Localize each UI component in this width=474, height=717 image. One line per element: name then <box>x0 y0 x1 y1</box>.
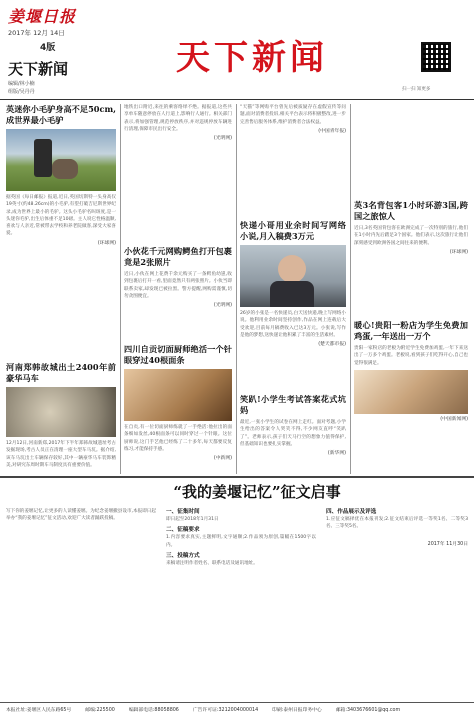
excavation-photo <box>6 387 116 437</box>
headline: 小伙花千元网购鳄鱼打开包裹竟是2张照片 <box>124 246 232 267</box>
article-body: 12月12日,河南新郑,2017年下半年郑韩故城遗址考古发掘现场,考古人员正在清理一座大型车马坑。据介绍,该车马坑出土车辆保存较好,其中一辆豪华马车装饰精美,对研究东周时期车马制度具有重要价值。 <box>6 441 116 468</box>
issue-date: 2017年 12月 14日 <box>8 29 65 37</box>
article-body: 贵阳一家粉店的老板为附近学生免费加鸡蛋,一年下来送出了一万多个鸡蛋。老板说,看到孩子们吃得开心,自己也觉得很满足。 <box>354 346 468 366</box>
footer-email: 邮箱:3403676601@qq.com <box>335 708 401 713</box>
noodle-shop-photo <box>354 370 468 414</box>
article-body: 地铁出口附近,来往的乘客络绎不绝。据报道,这些共享单车随意停放在人行道上,影响行人通行。相关部门表示,将加强管理,规范停放秩序,并对违规停放车辆进行清理,保障市民出行安全。 <box>124 105 232 132</box>
notice-column <box>326 508 468 567</box>
section-heading: 三、投稿方式 <box>166 552 200 559</box>
article-body: 在自贡,有一位切面厨师练就了一手绝活:他拉出的面条细如发丝,40根面条可以同时穿过一个针眼。这位厨师说,这门手艺他已经练了二十多年,每天都要反复练习,才能保持手感。 <box>124 425 232 452</box>
section-body: 1.应征文稿择优在本报刊发;2.征文结束后评选一等奖1名、二等奖3名、三等奖5名。 <box>326 517 468 530</box>
notice-date: 2017年 11月30日 <box>427 541 468 547</box>
article-guiyang <box>354 320 468 474</box>
layout-credit: 组版/吴丹丹 <box>8 89 35 95</box>
noodle-photo <box>124 369 232 421</box>
article-middle-top <box>124 104 232 200</box>
headline: 英3名背包客1小时环游3国,跨国之旅惊人 <box>354 200 468 221</box>
page-footer <box>0 702 474 717</box>
section-body: 来稿请注明作者姓名、联系电话及通讯地址。 <box>166 560 258 566</box>
essay-notice <box>6 482 468 698</box>
headline: 暖心!贵阳一粉店为学生免费加鸡蛋,一年送出一万个 <box>354 320 468 341</box>
editor-credit: 编辑/林小楠 <box>8 81 35 87</box>
article-body: 据英国《每日邮报》报道,近日,英国切斯特一头身高仅19英寸(约48.26cm)的小毛驴,有望打破吉尼斯世界纪录,成为世界上最小的毛驴。这头小毛驴名叫斑度,是一头迷你毛驴,出生后体重不足10磅。主人说它性格温顺,喜欢与人亲近,常被带去学校和养老院做客,深受大家喜爱。 <box>6 195 116 237</box>
article-courier <box>240 220 346 390</box>
page-title: 天下新闻 <box>176 38 328 78</box>
article-body: 近日,3名英国背包客在欧洲完成了一次特别的旅行,他们在1小时内先后踏足3个国家。他们表示,这次旅行让他们深刻感受到欧洲各国之间往来的便利。 <box>354 226 468 246</box>
notice-title: “我的姜堰记忆”征文启事 <box>173 483 341 501</box>
column-divider <box>350 104 351 474</box>
donkey-photo <box>6 129 116 191</box>
footer-printer: 印刷:泰州日报印务中心 <box>272 708 322 713</box>
headline: 快递小哥用业余时间写网络小说,月入稿费3万元 <box>240 220 346 241</box>
article-body: 近日,小伙在网上花费千余元购买了一条鳄鱼幼崽,收到包裹后打开一看,里面竟然只有两张照片。小伙当即联系卖家,却发现已被拉黑。警方提醒,网购需谨慎,切勿贪图便宜。 <box>124 272 232 299</box>
section-heading: 四、作品展示及评选 <box>326 509 377 515</box>
paper-logo: 姜堰日报 <box>8 7 77 26</box>
person-body <box>270 281 314 307</box>
notice-intro: 写下你的姜堰记忆,让更多的人读懂姜堰。为纪念姜堰撤县设市,本报即日起举办“我的姜堰记忆”征文活动,欢迎广大读者踊跃投稿。 <box>6 509 156 522</box>
footer-ad-license: 广告许可证:3212004000014 <box>192 708 259 713</box>
section-heading: 二、征稿要求 <box>166 527 200 534</box>
article-exam <box>240 394 346 474</box>
column-divider <box>120 104 121 474</box>
article-henan <box>6 362 116 474</box>
footer-phone: 编辑部电话:88058806 <box>128 708 179 713</box>
article-source: (环球网) <box>449 249 468 255</box>
article-source: (环球网) <box>97 240 116 246</box>
article-body: “天猫”等网购平台曾先后被质疑存在虚假宣传等问题,面对消费者投诉,相关平台表示将积极整改,进一步完善售后服务体系,维护消费者合法权益。 <box>240 105 346 125</box>
article-source: (中新网) <box>213 456 232 462</box>
headline: 四川自贡切面厨师绝活一个针眼穿过40根面条 <box>124 344 232 365</box>
section-body: 1.内容要求真实,主题鲜明,文字通顺;2.作品须为原创,篇幅在1500字以内。 <box>166 535 316 548</box>
person-face <box>278 255 306 283</box>
column-divider <box>236 104 237 474</box>
donkey-figure <box>52 159 78 179</box>
headline: 英迷你小毛驴身高不足50cm,成世界最小毛驴 <box>6 104 116 125</box>
article-noodle <box>124 344 232 474</box>
article-source: (楚天都市报) <box>318 342 346 348</box>
article-donkey <box>6 104 116 358</box>
article-column3-top <box>240 104 346 216</box>
article-source: (中国新闻网) <box>440 416 468 422</box>
article-body: 26岁的小张是一名快递员,白天送快递,晚上写网络小说。他利用业余时间坚持创作,作品在网上连载后大受欢迎,目前每月稿费收入已达3万元。小张说,写作是他的梦想,送快递让他积累了丰富的生活素材。 <box>240 311 346 338</box>
headline: 笑趴!小学生考试答案花式坑妈 <box>240 394 346 415</box>
section-name: 天下新闻 <box>8 60 69 78</box>
article-backpackers <box>354 200 468 314</box>
footer-postcode: 邮编:225500 <box>85 708 115 713</box>
courier-photo <box>240 245 346 307</box>
article-source: (光明网) <box>213 303 232 309</box>
person-figure <box>34 139 52 177</box>
section-heading: 一、征集时间 <box>166 509 200 515</box>
section-divider <box>0 476 474 478</box>
article-crocodile <box>124 246 232 354</box>
article-source: (光明网) <box>213 136 232 142</box>
section-body: 即日起至2018年1月31日 <box>166 517 219 522</box>
footer-address: 本报社址:姜堰区人民东路65号 <box>6 708 72 713</box>
article-source: (新华网) <box>327 451 346 457</box>
article-body: 最近,一张小学生的试卷在网上走红。面对考题,小学生给出的答案令人哭笑不得,不少网友直呼“笑趴了”。老师表示,孩子们天马行空的想象力值得保护,但基础知识也要扎实掌握。 <box>240 420 346 447</box>
masthead <box>0 0 474 100</box>
notice-column <box>166 508 316 567</box>
notice-column <box>6 508 156 567</box>
page-number: 4版 <box>40 43 56 53</box>
qr-caption: 扫一扫 知更多 <box>402 87 431 92</box>
article-source: (中国青年报) <box>318 128 346 134</box>
headline: 河南郑韩故城出土2400年前豪华马车 <box>6 362 116 383</box>
qr-code-icon <box>421 42 451 72</box>
